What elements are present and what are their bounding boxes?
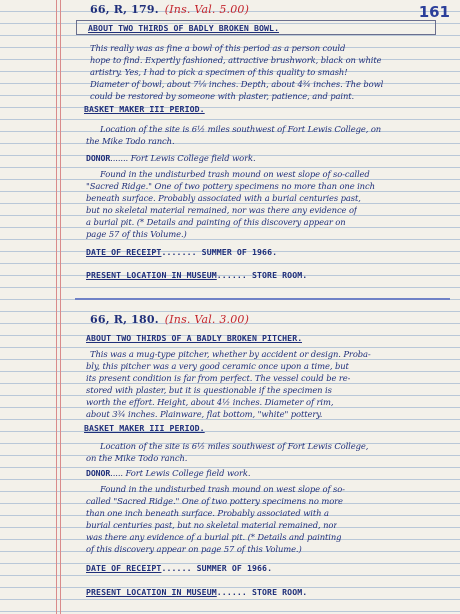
donor-value: ....... Fort Lewis College field work. (110, 153, 256, 163)
donor-label: DONOR (86, 153, 111, 163)
museum-line (86, 270, 307, 280)
found-line: a burial pit. (* Details and painting of this discovery appear on (86, 217, 346, 227)
found-line: of this discovery appear on page 57 of this Volume.) (86, 544, 302, 554)
receipt-value: ....... SUMMER OF 1966. (161, 247, 278, 257)
catalog-number (90, 3, 249, 16)
receipt-line (86, 563, 272, 573)
description-line: artistry. Yes, I had to pick a specimen of this quality to smash! (90, 67, 348, 77)
location-line: Location of the site is 6½ miles southwest of Fort Lewis College, (100, 441, 369, 451)
description-line: worth the effort. Height, about 4½ inches. Diameter of rim, (86, 397, 334, 407)
found-line: but no skeletal material remained, nor was there any evidence of (86, 205, 357, 215)
catalog-number (90, 313, 249, 326)
location-line: on the Mike Todo ranch. (86, 453, 188, 463)
museum-line (86, 587, 307, 597)
donor-line (86, 468, 250, 478)
museum-label: PRESENT LOCATION IN MUSEUM (86, 270, 217, 280)
found-line: than one inch beneath surface. Probably associated with a (86, 508, 329, 518)
receipt-line (86, 247, 277, 257)
description-line: stored with plaster, but it is questionable if the specimen is (86, 385, 332, 395)
description-line: bly, this pitcher was a very good ceramic once upon a time, but (86, 361, 349, 371)
receipt-label: DATE OF RECEIPT (86, 563, 162, 573)
description-line: could be restored by someone with plaster, patience, and paint. (90, 91, 355, 101)
page-number: 161 (418, 3, 450, 21)
receipt-label: DATE OF RECEIPT (86, 247, 162, 257)
donor-line (86, 153, 256, 163)
catalog-id: 66, R, 179. (90, 3, 159, 16)
insured-value: (Ins. Val. 3.00) (164, 313, 250, 326)
found-line: Found in the undisturbed trash mound on west slope of so- (100, 484, 345, 494)
receipt-value: ...... SUMMER OF 1966. (161, 563, 273, 573)
period-label: BASKET MAKER III PERIOD. (84, 423, 205, 433)
found-line: was there any evidence of a burial pit. (* Details and painting (86, 532, 342, 542)
description-line: about 3¾ inches. Plainware, flat bottom, "white" pottery. (86, 409, 323, 419)
found-line: burial centuries past, but no skeletal material remained, nor (86, 520, 338, 530)
description-line: This was a mug-type pitcher, whether by accident or design. Proba- (90, 349, 371, 359)
entry-separator (75, 298, 450, 300)
insured-value: (Ins. Val. 5.00) (164, 3, 250, 16)
donor-value: ..... Fort Lewis College field work. (110, 468, 251, 478)
museum-value: ...... STORE ROOM. (216, 587, 308, 597)
description-line: its present condition is far from perfect. The vessel could be re- (86, 373, 351, 383)
description-line: This really was as fine a bowl of this period as a person could (90, 43, 346, 53)
item-title: ABOUT TWO THIRDS OF BADLY BROKEN BOWL. (88, 23, 280, 33)
found-line: page 57 of this Volume.) (86, 229, 187, 239)
location-line: the Mike Todo ranch. (86, 136, 175, 146)
found-line: "Sacred Ridge." One of two pottery specimens no more than one inch (86, 181, 375, 191)
found-line: called "Sacred Ridge." One of two pottery specimens no more (86, 496, 343, 506)
found-line: beneath surface. Probably associated with a burial centuries past, (86, 193, 361, 203)
museum-value: ...... STORE ROOM. (216, 270, 308, 280)
description-line: Diameter of bowl, about 7⅛ inches. Depth, about 4¾ inches. The bowl (90, 79, 384, 89)
item-title: ABOUT TWO THIRDS OF A BADLY BROKEN PITCHER. (86, 333, 303, 343)
museum-label: PRESENT LOCATION IN MUSEUM (86, 587, 217, 597)
location-line: Location of the site is 6½ miles southwest of Fort Lewis College, on (100, 124, 382, 134)
description-line: hope to find. Expertly fashioned, attractive brushwork, black on white (90, 55, 382, 65)
period-label: BASKET MAKER III PERIOD. (84, 104, 205, 114)
found-line: Found in the undisturbed trash mound on west slope of so-called (100, 169, 370, 179)
donor-label: DONOR (86, 468, 111, 478)
catalog-id: 66, R, 180. (90, 313, 159, 326)
